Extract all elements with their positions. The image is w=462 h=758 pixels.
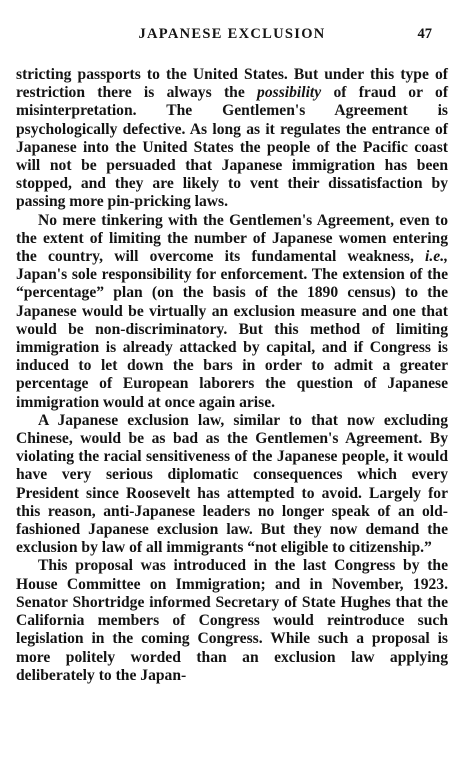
body-text bbox=[16, 66, 448, 685]
paragraph-1-text-b: of fraud or of misinterpretation. The Gentlemen's Agreement is psychologically defective. As long as it regulates the entrance of Japanese into the United States the people of the Pacific coast will not be persuaded that Japanese immigration has been stopped, and they are likely to vent their dissatisfaction by passing more pin-pricking laws. bbox=[16, 84, 449, 211]
paragraph-4-text: This proposal was introduced in the last Congress by the House Committee on Immigration; and in November, 1923. Senator Shortridge informed Secretary of State Hughes that the California members of Congress would reintroduce such legislation in the coming Congress. While such a proposal is more politely worded than an exclusion law applying deliberately to the Japan- bbox=[16, 557, 448, 684]
paragraph-1-text-a: stricting passports to the United States. But under this type of restriction there is always the bbox=[16, 66, 448, 102]
paragraph-1-italic: possibility bbox=[257, 84, 322, 102]
running-title: JAPANESE EXCLUSION bbox=[138, 26, 326, 42]
paragraph-3-text: A Japanese exclusion law, similar to that now excluding Chinese, would be as bad as the Gentlemen's Agreement. By violating the racial sensitiveness of the Japanese people, it would have very serious diplomatic consequences which every President since Roosevelt has attempted to avoid. Largely for this reason, anti-Japanese leaders no longer speak of an old-fashioned Japanese exclusion law. But they now demand the exclusion by law of all immigrants “not eligible to citizenship.” bbox=[16, 411, 448, 557]
paragraph-1 bbox=[16, 66, 448, 212]
paragraph-4 bbox=[16, 557, 448, 684]
page-header bbox=[16, 26, 448, 46]
paragraph-2-text-a: No mere tinkering with the Gentlemen's Agreement, even to the extent of limiting the number of Japanese women entering the country, will overcome its fundamental weakness, bbox=[16, 211, 448, 266]
paragraph-3 bbox=[16, 412, 448, 558]
paragraph-2 bbox=[16, 212, 448, 412]
page-number: 47 bbox=[417, 26, 432, 42]
paragraph-2-italic: i.e., bbox=[425, 248, 448, 266]
paragraph-2-text-b: Japan's sole responsibility for enforcement. The extension of the “percentage” plan (on the basis of the 1890 census) to the Japanese would be virtually an exclusion measure and one that would be non-discriminatory. But this method of limiting immigration is already attacked by capital, and if Congress is induced to let down the bars in order to admit a greater percentage of European laborers the question of Japanese immigration would at once again arise. bbox=[16, 266, 448, 411]
